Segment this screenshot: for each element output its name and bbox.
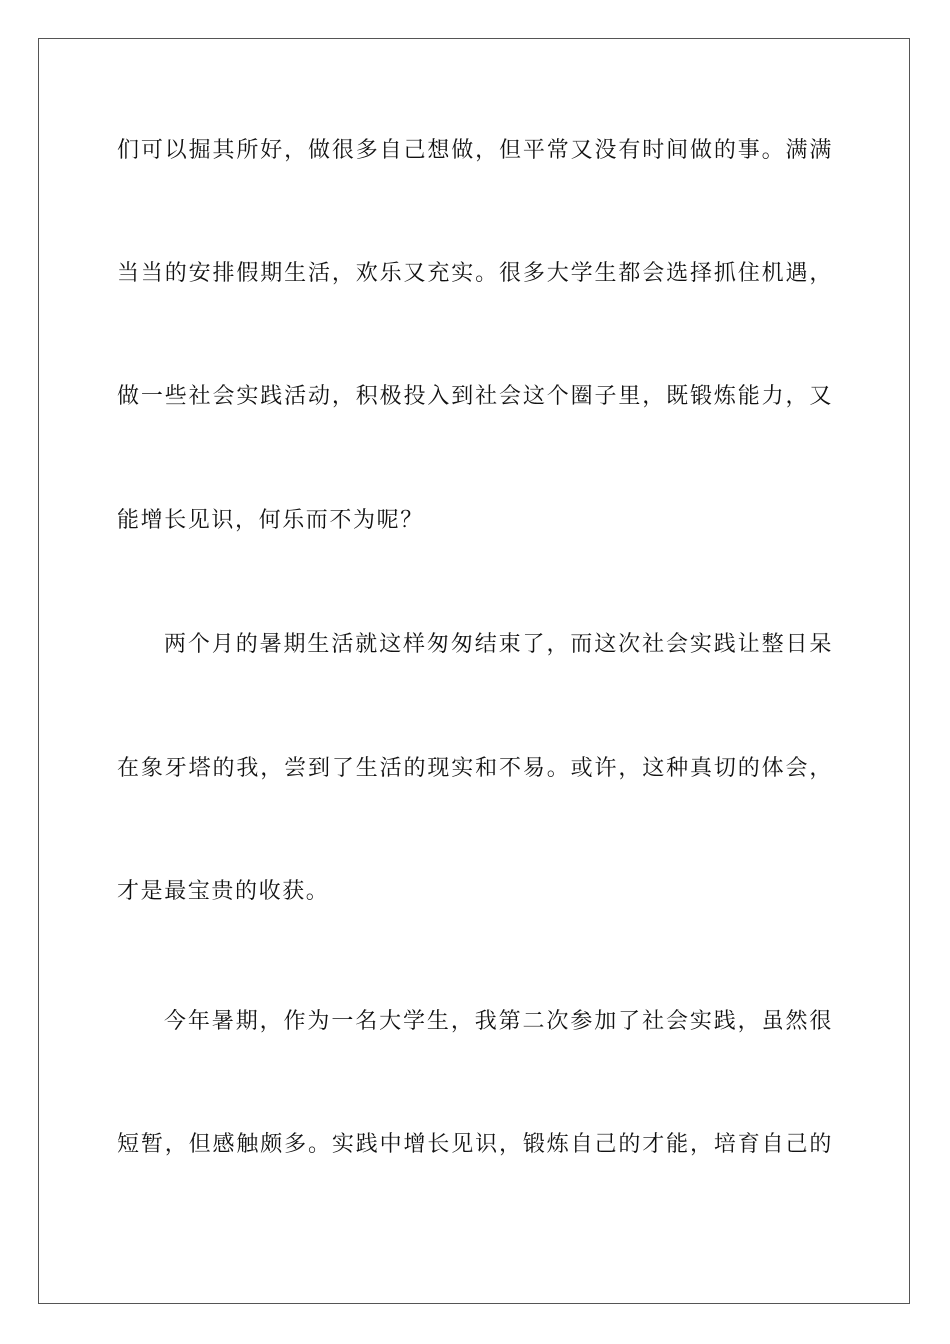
body-text-line: 在象牙塔的我，尝到了生活的现实和不易。或许，这种真切的体会， (117, 756, 833, 781)
paragraph-first-line: 今年暑期，作为一名大学生，我第二次参加了社会实践，虽然很 (164, 1009, 833, 1034)
body-text-line: 当当的安排假期生活，欢乐又充实。很多大学生都会选择抓住机遇， (117, 261, 833, 286)
body-text-line: 短暂，但感触颇多。实践中增长见识，锻炼自己的才能，培育自己的 (117, 1132, 833, 1157)
body-text-line: 做一些社会实践活动，积极投入到社会这个圈子里，既锻炼能力，又 (117, 384, 833, 409)
body-text-line: 能增长见识，何乐而不为呢？ (117, 508, 424, 533)
body-text-line: 才是最宝贵的收获。 (117, 879, 330, 904)
paragraph-first-line: 两个月的暑期生活就这样匆匆结束了，而这次社会实践让整日呆 (164, 632, 833, 657)
body-text-line: 们可以掘其所好，做很多自己想做，但平常又没有时间做的事。满满 (117, 138, 833, 163)
page-border (38, 38, 910, 1304)
